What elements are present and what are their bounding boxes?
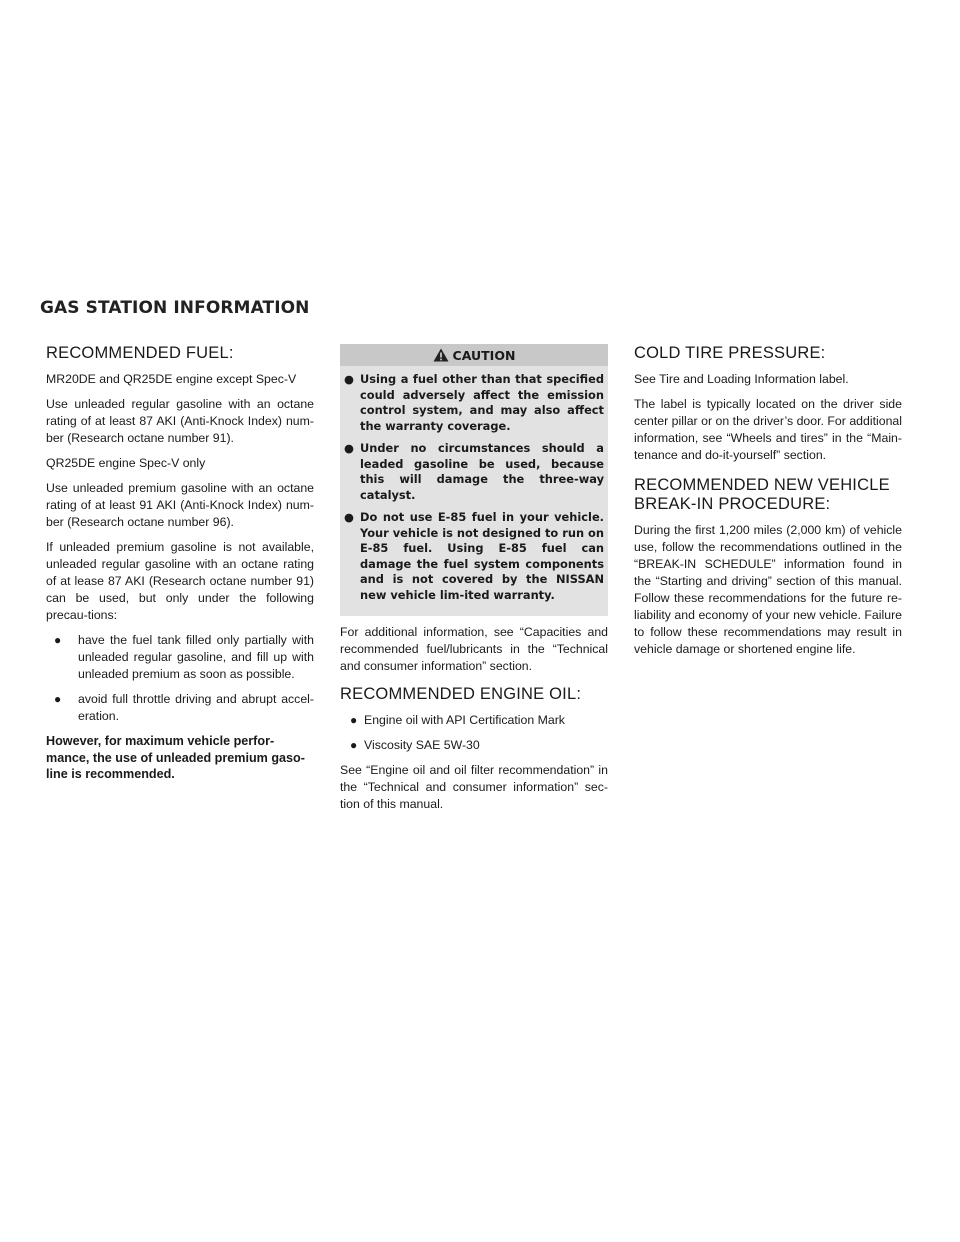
recommended-fuel-title: RECOMMENDED FUEL: (46, 344, 234, 362)
engine-line-2: QR25DE engine Spec-V only (46, 456, 206, 470)
caution-item-text: Under no circumstances should a leaded gasoline be used, because this will damage the three-way catalyst. (360, 441, 604, 502)
list-item (344, 372, 604, 434)
page-heading: GAS STATION INFORMATION (40, 298, 310, 318)
engine-oil-section (340, 685, 608, 813)
caution-label: CAUTION (452, 347, 516, 363)
list-item-text: Viscosity SAE 5W-30 (364, 738, 480, 752)
tire-para-2: The label is typically located on the driver side center pillar or on the driver’s door. For additional information, see “Wheels and tires” in the “Main-tenance and do-it-yourself” section. (634, 397, 902, 462)
caution-item-text: Using a fuel other than that specified could adversely affect the emission control system, and may also affect the warranty coverage. (360, 372, 604, 433)
bullet-icon: ● (350, 713, 358, 727)
list-item-text: Engine oil with API Certification Mark (364, 713, 565, 727)
caution-item-text: Do not use E-85 fuel in your vehicle. Your vehicle is not designed to run on E-85 fuel. Using E-85 fuel can damage the fuel system components and is not covered by the NISSAN new vehicle lim-ited warranty. (360, 510, 604, 602)
cold-tire-pressure-title: COLD TIRE PRESSURE: (634, 344, 826, 362)
break-in-section (634, 476, 902, 658)
left-column (46, 344, 314, 791)
tire-para-1: See Tire and Loading Information label. (634, 372, 849, 386)
engine-line-1: MR20DE and QR25DE engine except Spec-V (46, 372, 297, 386)
list-item-text: have the fuel tank filled only partially with unleaded regular gasoline, and fill up with unleaded premium as soon as possible. (78, 633, 314, 681)
list-item (344, 441, 604, 503)
fuel-precautions-list (46, 632, 314, 725)
list-item-text: avoid full throttle driving and abrupt accel-eration. (78, 692, 314, 723)
engine-oil-para: See “Engine oil and oil filter recommendation” in the “Technical and consumer information” sec-tion of this manual. (340, 763, 608, 811)
engine-oil-list (340, 712, 608, 754)
warning-triangle-icon (433, 348, 449, 362)
bullet-icon: ● (350, 738, 358, 752)
bullet-icon: ● (344, 510, 354, 524)
list-item (344, 510, 604, 603)
list-item (54, 632, 314, 683)
caution-box (340, 344, 608, 616)
additional-info-para: For additional information, see “Capacities and recommended fuel/lubricants in the “Technical and consumer information” section. (340, 625, 608, 673)
break-in-title (634, 476, 902, 514)
fuel-para-3: If unleaded premium gasoline is not available, unleaded regular gasoline with an octane rating of at lease 87 AKI (Research octane number 91) can be used, but only under the following precau-tions: (46, 540, 314, 622)
break-in-title-line-1: RECOMMENDED NEW VEHICLE (634, 476, 890, 494)
bullet-icon: ● (344, 372, 354, 386)
bullet-icon: ● (54, 633, 62, 647)
fuel-para-1: Use unleaded regular gasoline with an octane rating of at least 87 AKI (Anti-Knock Index) num-ber (Research octane number 91). (46, 397, 314, 445)
list-item (340, 737, 608, 754)
engine-oil-title: RECOMMENDED ENGINE OIL: (340, 685, 582, 703)
fuel-para-2: Use unleaded premium gasoline with an octane rating of at least 91 AKI (Anti-Knock Index) num-ber (Research octane number 96). (46, 481, 314, 529)
caution-list (340, 366, 608, 612)
middle-column (340, 344, 608, 821)
bullet-icon: ● (344, 441, 354, 455)
list-item (54, 691, 314, 725)
break-in-para: During the first 1,200 miles (2,000 km) of vehicle use, follow the recommendations outlined in the “BREAK-IN SCHEDULE” information found in the “Starting and driving” section of this manual. Follow these recommendations for the future re-liability and economy of your new vehicle. Failure to follow these recommendations may result in vehicle damage or shortened engine life. (634, 523, 902, 656)
bullet-icon: ● (54, 692, 62, 706)
right-column (634, 344, 902, 666)
break-in-title-line-2: BREAK-IN PROCEDURE: (634, 495, 831, 513)
premium-recommendation-note: However, for maximum vehicle perfor-mance, the use of unleaded premium gaso-line is recommended. (46, 734, 305, 781)
caution-header (340, 344, 608, 366)
list-item (340, 712, 608, 729)
